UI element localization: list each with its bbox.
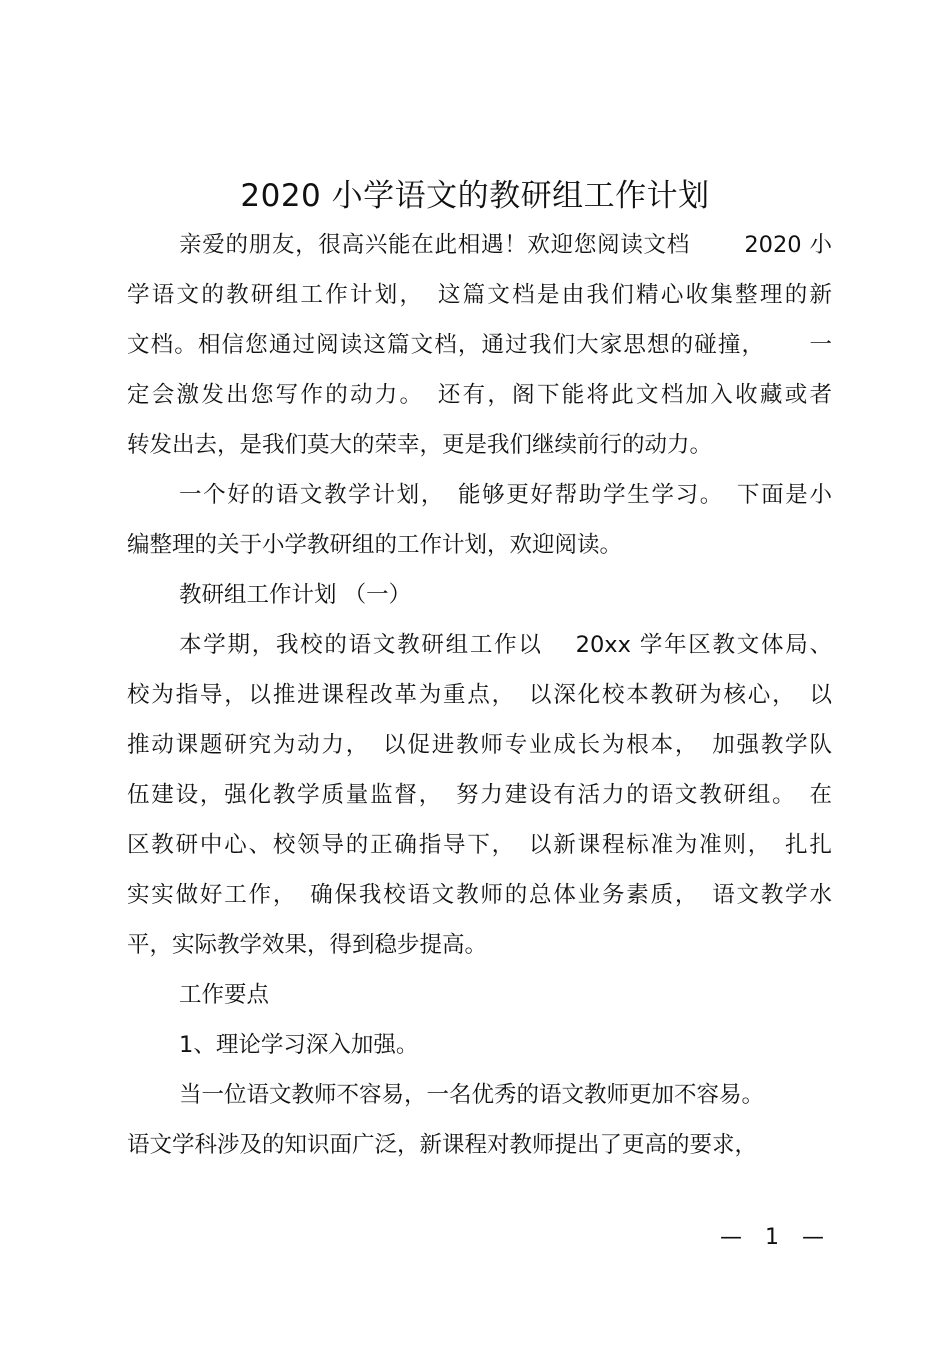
section-heading: 工作要点 xyxy=(179,982,270,1008)
paragraph-line: 当一位语文教师不容易，一名优秀的语文教师更加不容易。 xyxy=(179,1082,765,1108)
paragraph-line: 伍建设，强化教学质量监督， 努力建设有活力的语文教研组。 在 xyxy=(127,782,832,808)
section-heading: 教研组工作计划 （一） xyxy=(179,582,412,608)
document-title: 2020 小学语文的教研组工作计划 xyxy=(240,178,710,214)
paragraph-line: 平，实际教学效果，得到稳步提高。 xyxy=(127,932,488,958)
subsection-heading: 1、理论学习深入加强。 xyxy=(179,1032,419,1058)
paragraph-line: 实实做好工作， 确保我校语文教师的总体业务素质， 语文教学水 xyxy=(127,882,832,908)
paragraph-line: 定会激发出您写作的动力。 还有，阁下能将此文档加入收藏或者 xyxy=(127,382,832,408)
paragraph-line: 学语文的教研组工作计划， 这篇文档是由我们精心收集整理的新 xyxy=(127,282,832,308)
paragraph-line: 本学期，我校的语文教研组工作以 20xx 学年区教文体局、 xyxy=(179,632,832,658)
paragraph-line: 区教研中心、校领导的正确指导下， 以新课程标准为准则， 扎扎 xyxy=(127,832,832,858)
paragraph-line: 语文学科涉及的知识面广泛，新课程对教师提出了更高的要求， xyxy=(127,1132,758,1158)
paragraph-line: 亲爱的朋友，很高兴能在此相遇！欢迎您阅读文档 2020 小 xyxy=(179,232,832,258)
paragraph-line: 推动课题研究为动力， 以促进教师专业成长为根本， 加强教学队 xyxy=(127,732,832,758)
paragraph-line: 校为指导，以推进课程改革为重点， 以深化校本教研为核心， 以 xyxy=(127,682,832,708)
paragraph-line: 编整理的关于小学教研组的工作计划，欢迎阅读。 xyxy=(127,532,623,558)
paragraph-line: 转发出去，是我们莫大的荣幸，更是我们继续前行的动力。 xyxy=(127,432,713,458)
paragraph-line: 文档。相信您通过阅读这篇文档，通过我们大家思想的碰撞， 一 xyxy=(127,332,832,358)
paragraph-line: 一个好的语文教学计划， 能够更好帮助学生学习。 下面是小 xyxy=(179,482,832,508)
page-number: — 1 — xyxy=(720,1225,832,1250)
